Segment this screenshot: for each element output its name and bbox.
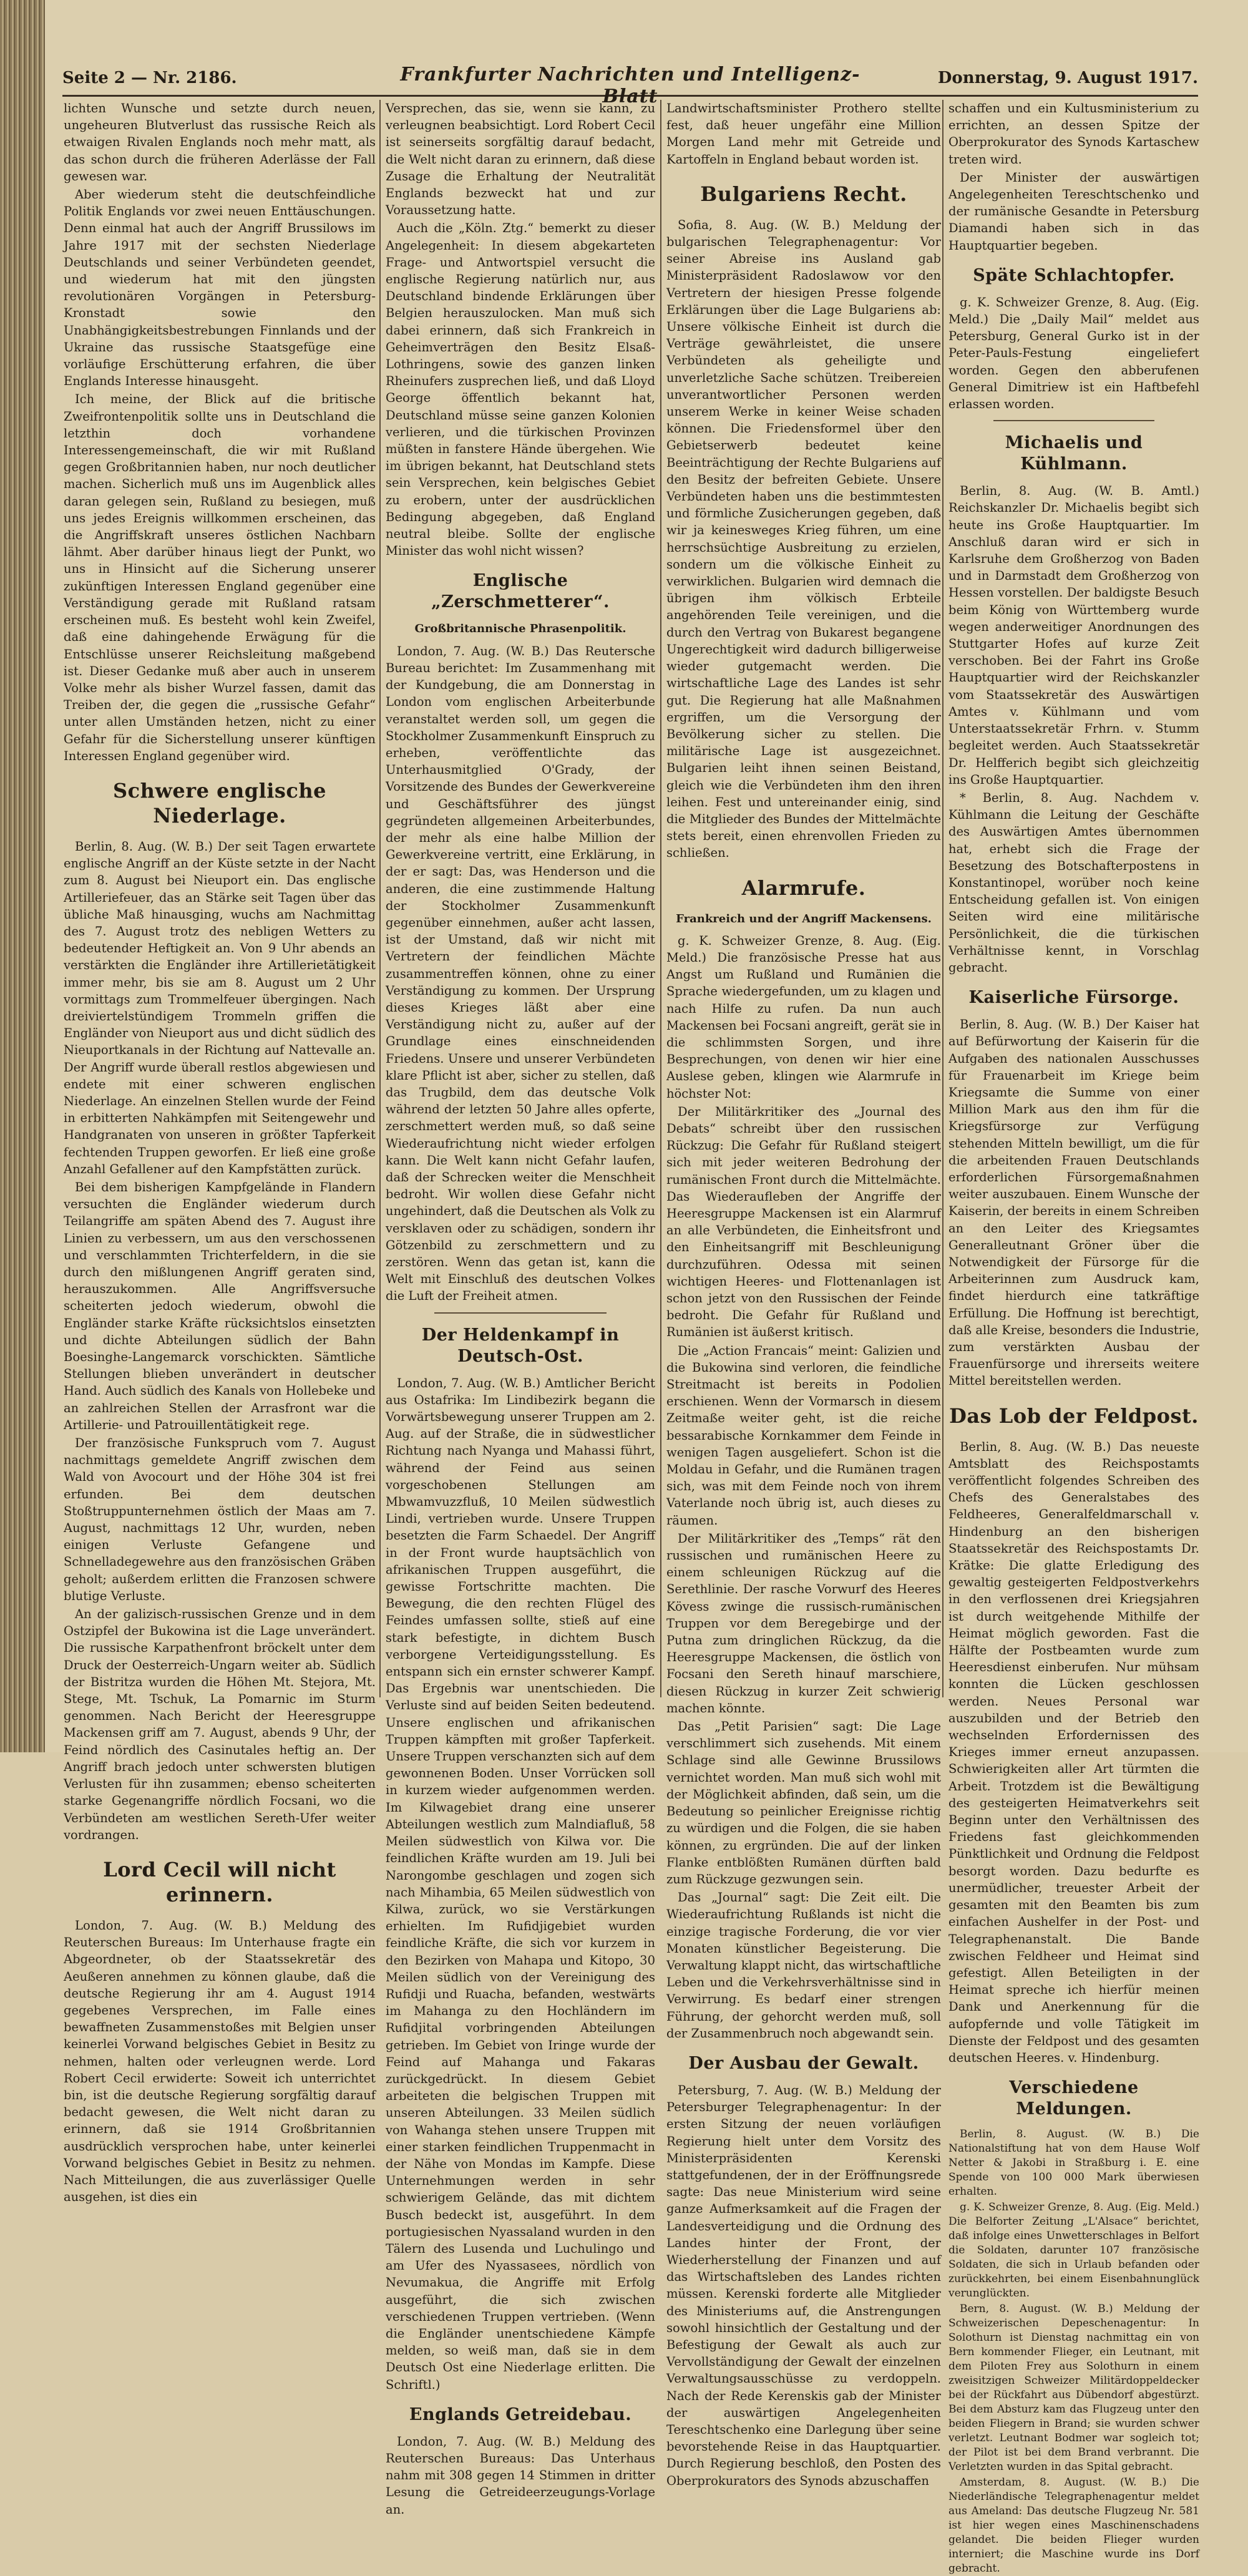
paragraph: London, 7. Aug. (W. B.) Meldung des Reuterschen Bureaus: Im Unterhause fragte ein Abgeordneter, ob der Staatssekretär des Aeußeren annehmen zu können glaube, daß die deutsche Regierung ihr am 4. August 1914 gegebenes Versprechen, im Falle eines bewaffneten Zusammenstoßes mit Belgien unser keinerlei Vorwand belgisches Gebiet in Besitz zu nehmen, halten oder verleugnen werde. Lord Robert Cecil erwiderte: Soweit ich unterrichtet bin, ist die deutsche Regierung sorgfältig darauf bedacht gewesen, die Welt nicht daran zu erinnern, daß sie 1914 Großbritannien ausdrücklich versprochen habe, unter keinerlei Vorwand belgisches Gebiet in Besitz zu nehmen. Nach Mitteilungen, die aus zuverlässiger Quelle ausgehen, ist dies ein — [64, 1918, 376, 2205]
headline: Alarmrufe. — [741, 876, 866, 900]
subheadline: Frankreich und der Angriff Mackensens. — [676, 912, 932, 925]
paragraph: Versprechen, das sie, wenn sie kann, zu verleugnen beabsichtigt. Lord Robert Cecil ist seinerseits sorgfältig darauf bedacht, die Welt nicht daran zu erinnern, daß diese Zusage die Erhaltung der Neutralität Englands bezweckt hat und zur Voraussetzung hatte. — [386, 101, 655, 218]
paragraph: London, 7. Aug. (W. B.) Das Reutersche Bureau berichtet: Im Zusammenhang mit der Kundgebung, die am Donnerstag in London vom englischen Arbeiterbunde veranstaltet werden soll, um gegen die Stockholmer Zusammenkunft Einspruch zu erheben, veröffentlichte das Unterhausmitglied O'Grady, der Vorsitzende des Bundes der Gewerkvereine und Geschäftsführer des jüngst gegründeten allgemeinen Arbeiterbundes, der mehr als eine halbe Million der Gewerkvereine vertritt, eine Erklärung, in der er sagt: Das, was Henderson und die anderen, die eine zustimmende Haltung der Stockholmer Zusammenkunft gegenüber einnehmen, außer acht lassen, ist der Umstand, daß wir nicht mit Vertretern der feindlichen Mächte zusammentreffen können, ohne zu einer Verständigung zu kommen. Der Ursprung dieses Krieges läßt aber eine Verständigung nicht zu, außer auf der Grundlage eines einschneidenden Friedens. Unsere und unserer Verbündeten klare Pflicht ist aber, sicher zu stellen, daß das Trugbild, dem das deutsche Volk während der letzten 50 Jahre alles opferte, zerschmettert werden muß, so daß seine Wiederaufrichtung nicht wieder erfolgen kann. Die Welt kann nicht Gefahr laufen, daß der Schrecken weiter die Menschheit bedroht. Wir wollen diese Gefahr nicht ungehindert, daß die Deutschen als Volk zu versklaven oder zu schädigen, sondern ihr Götzenbild zu zerschmettern und zu zerstören. Wenn das getan ist, kann die Welt mit Einschluß des deutschen Volkes die Luft der Freiheit atmen. — [386, 643, 655, 1304]
column-rule — [942, 100, 943, 1697]
paragraph: Auch die „Köln. Ztg.“ bemerkt zu dieser Angelegenheit: In diesem abgekarteten Frage- und Antwortspiel versucht die englische Regierung natürlich nur, aus Deutschland bindende Erklärungen über Belgien herauszulocken. Man muß sich dabei erinnern, daß sich Frankreich in Geheimverträgen den Besitz Elsaß-Lothringens, sowie des ganzen linken Rheinufers zusprechen ließ, und daß Lloyd George öffentlich bekannt hat, Deutschland müsse seine ganzen Kolonien verlieren, und die türkischen Provinzen müßten in fanstere Hände übergehen. Wie im übrigen bekannt, hat Deutschland stets sein Versprechen, kein belgisches Gebiet zu erobern, unter der ausdrücklichen Bedingung abgegeben, daß England neutral bleibe. Sollte der englische Minister das wohl nicht wissen? — [386, 221, 655, 559]
paragraph: Berlin, 8. Aug. (W. B. Amtl.) Reichskanzler Dr. Michaelis begibt sich heute ins Große Hauptquartier. Im Anschluß daran wird er sich in Karlsruhe dem Großherzog von Baden und in Darmstadt dem Großherzog von Hessen vorstellen. Der baldigste Besuch beim König von Württemberg wurde wegen anderweitiger Anordnungen des Stuttgarter Hofes auf kurze Zeit verschoben. Bei der Fahrt ins Große Hauptquartier wird der Reichskanzler vom Staatssekretär des Auswärtigen Amtes v. Kühlmann und vom Unterstaatssekretär Frhrn. v. Stumm begleitet werden. Auch Staatssekretär Dr. Helfferich begibt sich gleichzeitig ins Große Hauptquartier. — [948, 484, 1199, 787]
paragraph: Bern, 8. August. (W. B.) Meldung der Schweizerischen Depeschenagentur: In Solothurn ist Dienstag nachmittag ein von Bern kommender Flieger, ein Leutnant, mit dem Piloten Frey aus Solothurn in einem zweisitzigen Schweizer Militärdoppeldecker bei der Rückfahrt aus Dübendorf abgestürzt. Bei dem Absturz kam das Flugzeug unter den beiden Fliegern in Brand; sie wurden schwer verletzt. Leutnant Bodmer war sogleich tot; der Pilot ist bei dem Brand verbrannt. Die Verletzten wurden in das Spital gebracht. — [948, 2303, 1199, 2474]
paragraph: Ich meine, der Blick auf die britische Zweifrontenpolitik sollte uns in Deutschland die letzthin doch vorhandene Interessengemeinschaft, die wir mit Rußland gegen Großbritannien haben, nur noch deutlicher machen. Sicherlich muß uns im Augenblick alles daran gelegen sein, Rußland zu besiegen, muß uns jedes Ereignis willkommen erscheinen, das die Angriffskraft unseres östlichen Nachbarn lähmt. Aber darüber hinaus liegt der Punkt, wo uns in Hinsicht auf die Sicherung unserer zukünftigen Interessen England gegenüber eine Verständigung gerade mit Rußland ratsam erscheinen muß. Es besteht wohl kein Zweifel, daß eine dahingehende Erwägung für die Entschlüsse unserer Reichsleitung maßgebend ist. Dieser Gedanke muß aber auch in unserem Volke mehr als bisher Wurzel fassen, damit das Treiben der, die gegen die „russische Gefahr“ unter allen Umständen hetzen, nicht zu einer Gefahr für die Sicherstellung unserer künftigen Interessen England gegenüber wird. — [64, 392, 376, 763]
paragraph: Das „Journal“ sagt: Die Zeit eilt. Die Wiederaufrichtung Rußlands ist nicht die einzige tragische Forderung, die vor vier Monaten künstlicher Begeisterung. Die Verwaltung klappt nicht, das wirtschaftliche Leben und die Verkehrsverhältnisse sind in Verwirrung. Es bedarf einer strengen Führung, der gehorcht werden muß, soll der Zusammenbruch noch abgewandt sein. — [666, 1890, 941, 2041]
paragraph: Bei dem bisherigen Kampfgelände in Flandern versuchten die Engländer wiederum durch Teilangriffe am späten Abend des 7. August ihre Linien zu verbessern, um aus den verschossenen und verschlammten Trichterfeldern, in die sie durch den mißlungenen Angriff geraten sind, herauszukommen. Alle Angriffsversuche scheiterten jedoch wiederum, obwohl die Engländer starke Kräfte rücksichtslos einsetzten und dichte Abteilungen südlich der Bahn Boesinghe-Langemarck vorschickten. Sämtliche Stellungen blieben unverändert in deutscher Hand. Auch südlich des Kanals von Hollebeke und an zahlreichen Stellen der Arrasfront war die Artillerie- und Patrouillentätigkeit rege. — [64, 1179, 376, 1432]
column-rule — [379, 100, 381, 1697]
paragraph: g. K. Schweizer Grenze, 8. Aug. (Eig. Meld.) Die französische Presse hat aus Angst um Rußland und Rumänien die Sprache wiedergefunden, um zu klagen und nach Hilfe zu rufen. Da nun auch Mackensen bei Focsani angreift, gerät sie in die schlimmsten Sorgen, und ihre Besprechungen, von denen wir hier eine Auslese geben, klingen wie Alarmrufe in höchster Not: — [666, 933, 941, 1101]
paragraph: Berlin, 8. Aug. (W. B.) Das neueste Amtsblatt des Reichspostamts veröffentlicht folgendes Schreiben des Chefs des Generalstabes des Feldheeres, Generalfeldmarschall v. Hindenburg an den bisherigen Staatssekretär des Reichspostamts Dr. Krätke: Die glatte Erledigung des gewaltig gesteigerten Feldpostverkehrs in den verflossenen drei Kriegsjahren ist durch weitgehende Mithilfe der Heimat möglich geworden. Fast die Hälfte der Postbeamten wurde zum Heeresdienst einberufen. Nur mühsam konnten die Lücken geschlossen werden. Neues Personal war auszubilden und der Betrieb den wechselnden Erfordernissen des Krieges immer erneut anzupassen. Schwierigkeiten aller Art türmten die Arbeit. Trotzdem ist die Bewältigung des gesteigerten Heimatverkehrs seit Beginn unter den Verhältnissen des Friedens fast gleichkommenden Pünktlichkeit und Ordnung die Feldpost besorgt worden. Dazu bedurfte es unermüdlicher, treuester Arbeit der gesamten mit den Beamten bis zum einfachen Aushelfer in der Post- und Telegraphenanstalt. Die Bande zwischen Feldheer und Heimat sind gefestigt. Allen Beteiligten in der Heimat spreche ich hierfür meinen Dank und Anerkennung für die aufopfernde und volle Tätigkeit im Dienste der Feldpost und des gesamten deutschen Heeres. v. Hindenburg. — [948, 1439, 1199, 2065]
paragraph: * Berlin, 8. Aug. Nachdem v. Kühlmann die Leitung der Geschäfte des Auswärtigen Amtes übernommen hat, erhebt sich die Frage der Besetzung des Botschafterpostens in Konstantinopel, worüber noch keine Entscheidung gefallen ist. Von einigen Seiten wird eine militärische Persönlichkeit, die die türkischen Verhältnisse kennt, in Vorschlag gebracht. — [948, 790, 1199, 975]
headline: Englands Getreidebau. — [409, 2404, 632, 2424]
paragraph: Der Minister der auswärtigen Angelegenheiten Tereschtschenko und der rumänische Gesandte in Petersburg Diamandi haben sich in das Hauptquartier begeben. — [948, 170, 1199, 253]
column-1 — [64, 100, 376, 2205]
paragraph: Berlin, 8. August. (W. B.) Die Nationalstiftung hat von dem Hause Wolf Netter & Jakobi in Straßburg i. E. eine Spende von 100 000 Mark überwiesen erhalten. — [948, 2128, 1199, 2198]
issue-date: Donnerstag, 9. August 1917. — [937, 69, 1198, 87]
paragraph: Der französische Funkspruch vom 7. August nachmittags gemeldete Angriff zwischen dem Wald von Avocourt und der Höhe 304 ist frei erfunden. Bei dem deutschen Stoßtruppunternehmen östlich der Maas am 7. August, nachmittags 12 Uhr, wurden, neben einigen Verluste Gefangene und Schnelladegewehre aus den französischen Gräben geholt; außerdem erlitten die Franzosen schwere blutige Verluste. — [64, 1436, 376, 1603]
headline: Der Ausbau der Gewalt. — [688, 2053, 919, 2073]
paragraph: Berlin, 8. Aug. (W. B.) Der Kaiser hat auf Befürwortung der Kaiserin für die Aufgaben des nationalen Ausschusses für Frauenarbeit im Kriege beim Kriegsamte die Summe von einer Million Mark aus den ihm für die Kriegsfürsorge zur Verfügung stehenden Mitteln bewilligt, um die für die arbeitenden Frauen Deutschlands erforderlichen Fürsorgemaßnahmen weiter auszubauen. Einem Wunsche der Kaiserin, der bereits in einem Schreiben an den Leiter des Kriegsamtes Generalleutnant Gröner über die Notwendigkeit der Fürsorge für die Arbeiterinnen zum Ausdruck kam, findet hierdurch eine tatkräftige Erfüllung. Die Hoffnung ist berechtigt, daß alle Kreise, besonders die Industrie, zum verstärkten Ausbau der Frauenfürsorge und ihrerseits weitere Mittel bereitstellen werden. — [948, 1017, 1199, 1388]
paragraph: g. K. Schweizer Grenze, 8. Aug. (Eig. Meld.) Die „Daily Mail“ meldet aus Petersburg, General Gurko ist in der Peter-Pauls-Festung eingeliefert worden. Gegen den abberufenen General Dimitriew ist ein Haftbefehl erlassen worden. — [948, 295, 1199, 412]
column-4 — [948, 100, 1199, 2575]
newspaper-title: Frankfurter Nachrichten und Intelligenz-Blatt — [400, 64, 860, 107]
paragraph: Amsterdam, 8. August. (W. B.) Die Niederländische Telegraphenagentur meldet aus Ameland: Das deutsche Flugzeug Nr. 581 ist hier wegen eines Maschinenschadens gelandet. Die beiden Flieger wurden interniert; die Maschine wurde ins Dorf gebracht. — [948, 2476, 1199, 2575]
paragraph: Petersburg, 7. Aug. (W. B.) Meldung der Petersburger Telegraphenagentur: In der ersten Sitzung der neuen vorläufigen Regierung hielt unter dem Vorsitz des Ministerpräsidenten Kerenski stattgefundenen, der in der Eröffnungsrede sagte: Das neue Ministerium wird seine ganze Aufmerksamkeit auf die Fragen der Landesverteidigung und die Ordnung des Landes hinter der Front, der Wiederherstellung der Finanzen und auf das Wirtschaftsleben des Landes richten müssen. Kerenski forderte alle Mitglieder des Ministeriums auf, die Anstrengungen sowohl hinsichtlich der Gestaltung und der Befestigung der Gewalt als auch zur Vervollständigung der Gewalt der einzelnen Verwaltungsausschüsse zu verdoppeln. Nach der Rede Kerenskis gab der Minister der auswärtigen Angelegenheiten Tereschtschenko eine Darlegung über seine bevorstehende Reise in das Hauptquartier. Durch Regierung beschloß, den Posten des Oberprokurators des Synods abzuschaffen — [666, 2082, 941, 2488]
separator — [434, 1312, 607, 1314]
paragraph: London, 7. Aug. (W. B.) Meldung des Reuterschen Bureaus: Das Unterhaus nahm mit 308 gegen 14 Stimmen in dritter Lesung die Getreideerzeugungs-Vorlage an. — [386, 2434, 655, 2517]
headline: Michaelis und Kühlmann. — [1005, 433, 1143, 474]
paragraph: schaffen und ein Kultusministerium zu errichten, an dessen Spitze der Oberprokurator des Synods Kartaschew treten wird. — [948, 101, 1199, 167]
headline: Englische „Zerschmetterer“. — [431, 571, 610, 612]
paragraph: Der Militärkritiker des „Temps“ rät den russischen und rumänischen Heere zu einem schleunigen Rückzug auf die Serethlinie. Der rasche Vorwurf des Heeres Kövess zwinge die russisch-rumänischen Truppen vor dem Beregebirge und der Putna zum dringlichen Rückzug, da die Heeresgruppe Mackensen, die östlich von Focsani den Sereth hinauf marschiere, diesen Rückzug in kurzer Zeit schwierig machen könnte. — [666, 1531, 941, 1715]
headline: Schwere englische Niederlage. — [112, 778, 327, 827]
paragraph: Die „Action Francais“ meint: Galizien und die Bukowina sind verloren, die feindliche Streitmacht ist bereits in Podolien erschienen. Wenn der Vormarsch in diesem Zeitmaße weiter geht, ist die reiche bessarabische Kornkammer dem Feinde in wenigen Tagen ausgeliefert. Schon ist die Moldau in Gefahr, und die Rumänen tragen sich, was mit dem Feinde noch von ihrem Vaterlande noch übrig ist, auch dieses zu räumen. — [666, 1343, 941, 1528]
paragraph: Aber wiederum steht die deutschfeindliche Politik Englands vor zwei neuen Enttäuschungen. Denn einmal hat auch der Angriff Brussilows im Jahre 1917 mit der sechsten Niederlage Deutschlands und seiner Verbündeten geendet, und wiederum hat mit den jüngsten revolutionären Vorgängen in Petersburg-Kronstadt sowie den Unabhängigkeitsbestrebungen Finnlands und der Ukraine das russische Staatsgefüge eine vorläufige Erschütterung erfahren, die über Englands Interesse hinausgeht. — [64, 187, 376, 389]
headline: Verschiedene Meldungen. — [1009, 2078, 1139, 2119]
paragraph: Landwirtschaftsminister Prothero stellte fest, daß heuer ungefähr eine Million Morgen Land mehr mit Getreide und Kartoffeln in England bebaut worden ist. — [666, 101, 941, 167]
column-rule — [660, 100, 661, 1697]
paragraph: An der galizisch-russischen Grenze und in dem Ostzipfel der Bukowina ist die Lage unverändert. Die russische Karpathenfront bröckelt unter dem Druck der Oesterreich-Ungarn weiter ab. Südlich der Bistritza wurden die Höhen Mt. Stejora, Mt. Stege, Mt. Tschuk, La Pomarnic im Sturm genommen. Nach Bericht der Heeresgruppe Mackensen griff am 7. August, abends 9 Uhr, der Feind nördlich des Casinutales heftig an. Der Angriff brach jedoch unter schwersten blutigen Verlusten für ihn zusammen; ebenso scheiterten starke Gegenangriffe nördlich Focsani, wo die Verbündeten am westlichen Sereth-Ufer weiter vordrangen. — [64, 1607, 376, 1842]
column-3 — [666, 100, 941, 2488]
headline: Bulgariens Recht. — [700, 182, 907, 206]
running-head — [62, 60, 1198, 107]
paragraph: lichten Wunsche und setzte durch neuen, ungeheuren Blutverlust das russische Reich als etwaigen Rivalen Englands noch mehr matt, als das schon durch die früheren Aderlässe der Fall gewesen war. — [64, 101, 376, 183]
paragraph: g. K. Schweizer Grenze, 8. Aug. (Eig. Meld.) Die Belforter Zeitung „L'Alsace“ berichtet, daß infolge eines Unwetterschlages in Belfort die Soldaten, darunter 107 französische Soldaten, die sich in Urlaub befanden oder zurückkehrten, bei einem Eisenbahnunglück verunglückten. — [948, 2201, 1199, 2300]
headline: Lord Cecil will nicht erinnern. — [103, 1857, 336, 1906]
paragraph: London, 7. Aug. (W. B.) Amtlicher Bericht aus Ostafrika: Im Lindibezirk begann die Vorwärtsbewegung unserer Truppen am 2. Aug. auf der Straße, die in südwestlicher Richtung nach Nyanga und Mahassi führt, während der Feind aus seinen vorgeschobenen Stellungen am Mbwamvuzzfluß, 10 Meilen südwestlich Lindi, vertrieben wurde. Unsere Truppen besetzten die Farm Schaedel. Der Angriff in der Front wurde hauptsächlich von afrikanischen Truppen ausgeführt, die gewisse Fortschritte machten. Die Bewegung, die den rechten Flügel des Feindes umfassen sollte, stieß auf eine stark befestigte, in dichtem Busch verborgene Verteidigungsstellung. Es entspann sich ein ernster schwerer Kampf. Das Ergebnis war unentschieden. Die Verluste sind auf beiden Seiten bedeutend. Unsere englischen und afrikanischen Truppen kämpften mit großer Tapferkeit. Unsere Truppen verschanzten sich auf dem gewonnenen Boden. Unser Vorrücken soll in kurzem wieder aufgenommen werden. Im Kilwagebiet drang eine unserer Abteilungen westlich zum Malndiafluß, 58 Meilen südwestlich von Kilwa vor. Die feindlichen Kräfte wurden am 19. Juli bei Narongombe geschlagen und zogen sich nach Mihambia, 65 Meilen südwestlich von Kilwa, zurück, wo sie Verstärkungen erhielten. Im Rufidjigebiet wurden feindliche Kräfte, die sich vor kurzem in den Bezirken von Mahapa und Kitopo, 30 Meilen südlich von der Vereinigung des Rufidji und Ruacha, befanden, westwärts im Mahanga zu den Hochländern im Rufidjital vorbringenden Abteilungen getrieben. Im Gebiet von Iringe wurde der Feind auf Mahanga und Fakaras zurückgedrückt. In diesem Gebiet arbeiteten die belgischen Truppen mit unseren Abteilungen. 33 Meilen südlich von Wahanga stehen unsere Truppen mit einer starken feindlichen Truppenmacht in der Nähe von Mondas im Kampfe. Diese Unternehmungen werden in sehr schwierigem Gelände, das mit dichtem Busch bedeckt ist, ausgeführt. In dem portugiesischen Nyassaland wurden in den Tälern des Lusenda und Luchulingo und am Ufer des Nyassasees, nördlich von Nevumakua, die Angriffe mit Erfolg ausgeführt, die sich zwischen verschiedenen Truppen vertrieben. (Wenn die Engländer unentschiedene Kämpfe melden, so weiß man, daß sie in dem Deutsch Ost eine Niederlage erlitten. Die Schriftl.) — [386, 1375, 655, 2392]
headline: Das Lob der Feldpost. — [949, 1403, 1199, 1428]
paragraph: Der Militärkritiker des „Journal des Debats“ schreibt über den russischen Rückzug: Die Gefahr für Rußland steigert sich mit jeder weiteren Bedrohung der rumänischen Front durch die Mittelmächte. Das Wiederaufleben der Angriffe der Heeresgruppe Mackensen ist ein Alarmruf an alle Verbündeten, die Einheitsfront und den Einheitsangriff mit Beschleunigung durchzuführen. Odessa mit seinen wichtigen Heeres- und Flottenanlagen ist schon jetzt von den Russischen der Feinde bedroht. Die Gefahr für Rußland und Rumänien ist äußerst kritisch. — [666, 1104, 941, 1340]
separator — [993, 420, 1154, 421]
column-2 — [386, 100, 655, 2517]
paragraph: Berlin, 8. Aug. (W. B.) Der seit Tagen erwartete englische Angriff an der Küste setzte in der Nacht zum 8. August bei Nieuport ein. Das englische Artilleriefeuer, das an Stärke seit Tagen über das übliche Maß hinausging, wuchs am Nachmittag des 7. August trotz des nebligen Wetters zu bedeutender Heftigkeit an. Von 9 Uhr abends an verstärkten die Engländer ihre Artillerietätigkeit immer mehr, bis sie am 8. August um 2 Uhr vormittags zum Trommelfeuer übergingen. Nach dreiviertelstündigem Trommeln griffen die Engländer von Nieuport aus und dicht südlich des Nieuportkanals in der Richtung auf Nattevalle an. Der Angriff wurde überall restlos abgewiesen und endete mit einer schweren englischen Niederlage. An einzelnen Stellen wurde der Feind in erbitterten Nahkämpfen mit Seitengewehr und Handgranaten von unseren in größter Tapferkeit fechtenden Truppen geworfen. Er ließ eine große Anzahl Gefallener auf den Kampfstätten zurück. — [64, 839, 376, 1176]
paragraph: Das „Petit Parisien“ sagt: Die Lage verschlimmert sich zusehends. Mit einem Schlage sind alle Gewinne Brussilows vernichtet worden. Man muß sich wohl mit der Möglichkeit abfinden, daß sein, um die Bedeutung so peinlicher Ereignisse richtig zu würdigen und die Folgen, die sie haben können, zu ergründen. Die auf der linken Flanke entblößten Rumänen dürften bald zum Rückzuge gezwungen sein. — [666, 1719, 941, 1886]
subheadline: Großbritannische Phrasenpolitik. — [414, 622, 626, 636]
headline: Der Heldenkampf in Deutsch-Ost. — [421, 1325, 620, 1366]
headline: Kaiserliche Fürsorge. — [968, 988, 1179, 1008]
page-number: Seite 2 — Nr. 2186. — [62, 69, 237, 87]
headline: Späte Schlachtopfer. — [973, 265, 1175, 285]
book-edge — [0, 0, 45, 1752]
paragraph: Sofia, 8. Aug. (W. B.) Meldung der bulgarischen Telegraphenagentur: Vor seiner Abreise ins Ausland gab Ministerpräsident Radoslawow vor den Vertretern der hiesigen Presse folgende Erklärungen über die Lage Bulgariens ab: Unsere völkische Einheit ist durch die Verträge gewährleistet, die unsere Verbündeten als geheiligte und unverletzliche Sache schützen. Treibereien unverantwortlicher Personen werden unserem Werke in keiner Weise schaden können. Die Friedensformel über den Gebietserwerb bedeutet keine Beeinträchtigung der Rechte Bulgariens auf den Besitz der befreiten Gebiete. Unsere Verbündeten haben uns die bestimmtesten und förmliche Zusicherungen gegeben, daß wir ja keinesweges Krieg führen, um eine herrschsüchtige Ausbreitung zu erzielen, sondern um die völkische Einheit zu verwirklichen. Bulgarien wird demnach die übrigen ihm völkisch Erbteile angehörenden Teile vereinigen, und die durch den Vertrag von Bukarest begangene Ungerechtigkeit wird dadurch billigerweise wieder gutgemacht werden. Die wirtschaftliche Lage des Landes ist sehr gut. Die Regierung hat alle Maßnahmen ergriffen, um die Versorgung der Bevölkerung sicher zu stellen. Die militärische Lage ist ausgezeichnet. Bulgarien leiht ihnen seinen Beistand, gleich wie die Verbündeten ihm den ihren leihen. Fest und untereinander einig, sind die Mitglieder des Bundes der Mittelmächte stets bereit, einen ehrenvollen Frieden zu schließen. — [666, 217, 941, 861]
